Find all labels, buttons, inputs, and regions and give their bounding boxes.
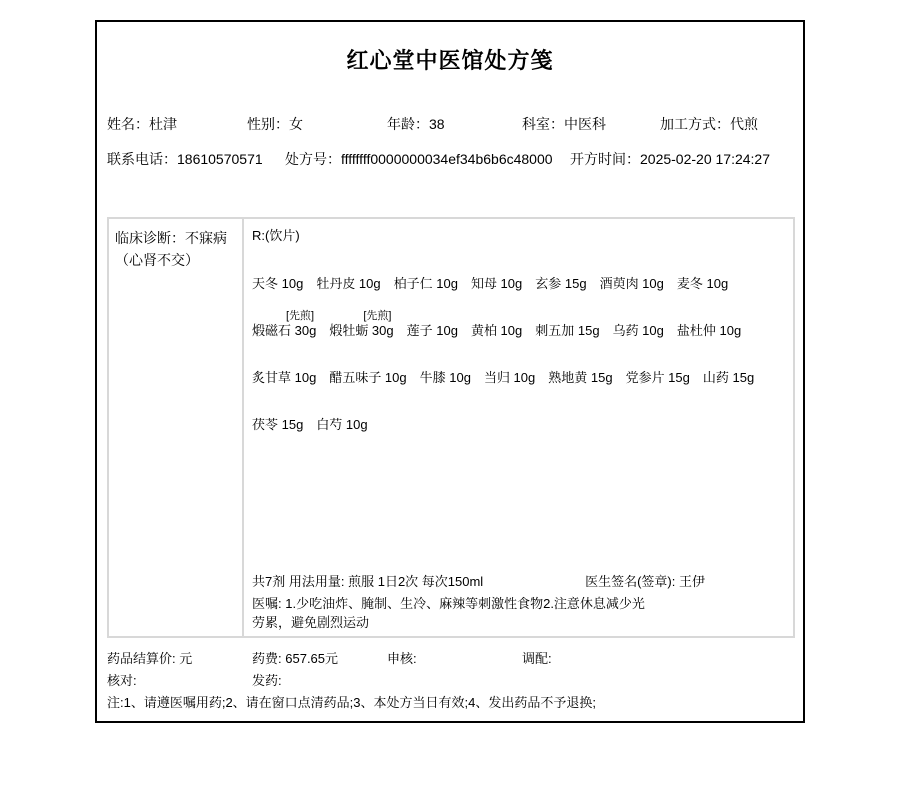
medicine-name-dose: 茯苓 15g xyxy=(252,417,304,432)
field-issue-time-label: 开方时间： xyxy=(570,151,640,167)
field-gender-value: 女 xyxy=(289,116,303,132)
field-prescription-no-value: ffffffff0000000034ef34b6b6c48000 xyxy=(341,151,553,167)
field-gender-label: 性别： xyxy=(247,116,289,132)
medicine-name-dose: 知母 10g xyxy=(470,276,523,291)
medicine-item xyxy=(252,260,303,293)
medicine-item xyxy=(394,260,458,293)
decoction-note xyxy=(316,260,380,275)
medicine-item xyxy=(535,307,599,340)
medical-advice-value: 1.少吃油炸、腌制、生冷、麻辣等刺激性食物2.注意休息减少光劳累，避免剧烈运动 xyxy=(252,596,645,630)
patient-info-row-2 xyxy=(97,149,803,169)
medicine-name-dose: 熟地黄 15g xyxy=(548,370,613,385)
medicine-name-dose: 乌药 10g xyxy=(612,323,664,338)
decoction-note xyxy=(316,401,367,416)
field-age-label: 年龄： xyxy=(387,116,429,132)
medicine-name-dose: 麦冬 10g xyxy=(676,276,729,291)
field-name-label: 姓名： xyxy=(107,116,149,132)
decoction-note: [先煎] xyxy=(286,310,315,322)
doctor-signature-value: 王伊 xyxy=(678,574,705,589)
medicine-line xyxy=(252,354,785,387)
decoction-note xyxy=(252,354,316,369)
field-prescription-no xyxy=(285,149,553,169)
medicine-line xyxy=(252,307,785,340)
medicine-item xyxy=(471,307,522,340)
decoction-note xyxy=(613,307,664,322)
field-issue-time-value: 2025-02-20 17:24:27 xyxy=(640,151,770,167)
field-phone xyxy=(107,149,263,169)
settle-price xyxy=(107,648,192,667)
usage-label: 用法用量: xyxy=(288,574,345,589)
medicine-item xyxy=(677,307,741,340)
decoction-note xyxy=(535,260,586,275)
decoction-note xyxy=(471,260,522,275)
spacer xyxy=(252,448,785,572)
medicine-item xyxy=(420,354,471,387)
dispense-field: 调配: xyxy=(522,651,552,666)
medicine-name-dose: 刺五加 15g xyxy=(535,323,600,338)
medicine-item xyxy=(626,354,690,387)
decoction-note xyxy=(626,354,690,369)
medicine-name-dose: 煅磁石 30g xyxy=(252,323,317,338)
usage-value: 煎服 1日2次 每次150ml xyxy=(348,574,484,589)
field-age-value: 38 xyxy=(429,116,445,132)
field-department-label: 科室： xyxy=(522,116,564,132)
issue-field: 发药: xyxy=(252,673,282,688)
medicine-lines xyxy=(252,260,785,448)
medical-advice xyxy=(252,594,652,632)
decoction-note xyxy=(600,260,664,275)
medicine-item xyxy=(252,401,303,434)
field-issue-time xyxy=(570,149,770,169)
medicine-fee-value: 657.65元 xyxy=(285,651,339,666)
decoction-note xyxy=(548,354,612,369)
patient-info-row-1 xyxy=(97,114,803,134)
medicine-item xyxy=(316,260,380,293)
medicine-name-dose: 玄参 15g xyxy=(535,276,587,291)
diagnosis-label: 临床诊断： xyxy=(115,230,185,246)
diagnosis-cell xyxy=(109,219,244,636)
medicine-item xyxy=(703,354,754,387)
medicine-item xyxy=(252,354,316,387)
medicine-item xyxy=(316,401,367,434)
settle-price-label: 药品结算价: xyxy=(107,651,176,666)
field-age xyxy=(387,114,445,134)
field-gender xyxy=(247,114,303,134)
page-title: 红心堂中医馆处方笺 xyxy=(346,48,554,73)
medicine-name-dose: 天冬 10g xyxy=(252,276,304,291)
decoction-note xyxy=(484,354,535,369)
medicine-name-dose: 莲子 10g xyxy=(406,323,458,338)
field-name-value: 杜津 xyxy=(149,116,177,132)
field-name xyxy=(107,114,177,134)
dose-count: 共7剂 xyxy=(252,574,286,589)
decoction-note: [先煎] xyxy=(363,310,392,322)
medicine-item xyxy=(677,260,728,293)
medicine-name-dose: 盐杜仲 10g xyxy=(676,323,742,338)
settle-price-value: 元 xyxy=(179,651,193,666)
decoction-note xyxy=(329,354,406,369)
field-department-value: 中医科 xyxy=(564,116,606,132)
doctor-signature-label: 医生签名(签章): xyxy=(585,574,676,589)
footer-row-3 xyxy=(97,692,803,712)
field-department xyxy=(522,114,606,134)
decoction-note xyxy=(394,260,458,275)
medicine-item xyxy=(329,307,393,340)
doctor-signature xyxy=(585,572,705,591)
medical-advice-label: 医嘱: xyxy=(252,596,282,611)
decoction-note xyxy=(535,307,599,322)
medicine-name-dose: 柏子仁 10g xyxy=(393,276,458,291)
medicine-fee-label: 药费: xyxy=(252,651,282,666)
decoction-note xyxy=(703,354,754,369)
diagnosis-value: 不寐病（心肾不交） xyxy=(115,230,227,268)
footer-row-1 xyxy=(97,648,803,668)
field-prescription-no-label: 处方号： xyxy=(285,151,341,167)
decoction-note xyxy=(252,401,303,416)
medicine-item xyxy=(252,307,316,340)
medicine-name-dose: 牡丹皮 10g xyxy=(316,276,381,291)
medicine-line xyxy=(252,401,785,434)
prescription-box xyxy=(107,217,795,638)
medicine-name-dose: 党参片 15g xyxy=(625,370,690,385)
medicine-name-dose: 山药 15g xyxy=(702,370,755,385)
medicine-name-dose: 炙甘草 10g xyxy=(252,370,317,385)
medicine-item xyxy=(535,260,586,293)
rx-header: R:(饮片) xyxy=(252,228,300,243)
medicine-item xyxy=(548,354,612,387)
footer-row-2 xyxy=(97,670,803,690)
medicine-item xyxy=(484,354,535,387)
medicine-item xyxy=(600,260,664,293)
footer-note: 注:1、请遵医嘱用药;2、请在窗口点清药品;3、本处方当日有效;4、发出药品不予退换; xyxy=(107,695,596,710)
medicine-name-dose: 牛膝 10g xyxy=(419,370,471,385)
usage-row xyxy=(252,572,785,591)
usage-text xyxy=(252,572,483,591)
field-phone-label: 联系电话： xyxy=(107,151,177,167)
medicine-name-dose: 黄柏 10g xyxy=(470,323,523,338)
decoction-note xyxy=(677,260,728,275)
field-phone-value: 18610570571 xyxy=(177,151,263,167)
review-field: 申核: xyxy=(387,651,417,666)
check-field: 核对: xyxy=(107,673,137,688)
decoction-note xyxy=(420,354,471,369)
medicine-fee xyxy=(252,648,338,667)
prescription-sheet xyxy=(95,20,805,723)
medicine-item xyxy=(407,307,458,340)
decoction-note xyxy=(252,260,303,275)
decoction-note xyxy=(471,307,522,322)
field-processing-label: 加工方式： xyxy=(660,116,730,132)
field-processing-value: 代煎 xyxy=(730,116,758,132)
medicine-item xyxy=(329,354,406,387)
decoction-note xyxy=(407,307,458,322)
medicine-item xyxy=(471,260,522,293)
field-processing xyxy=(660,114,758,134)
medicine-line xyxy=(252,260,785,293)
medicine-item xyxy=(613,307,664,340)
medicine-name-dose: 煅牡蛎 30g xyxy=(329,323,394,338)
medicine-name-dose: 白芍 10g xyxy=(316,417,368,432)
medicine-name-dose: 醋五味子 10g xyxy=(329,370,407,385)
medicine-name-dose: 酒萸肉 10g xyxy=(599,276,664,291)
rx-cell xyxy=(244,219,793,636)
decoction-note xyxy=(677,307,741,322)
medicine-name-dose: 当归 10g xyxy=(483,370,536,385)
